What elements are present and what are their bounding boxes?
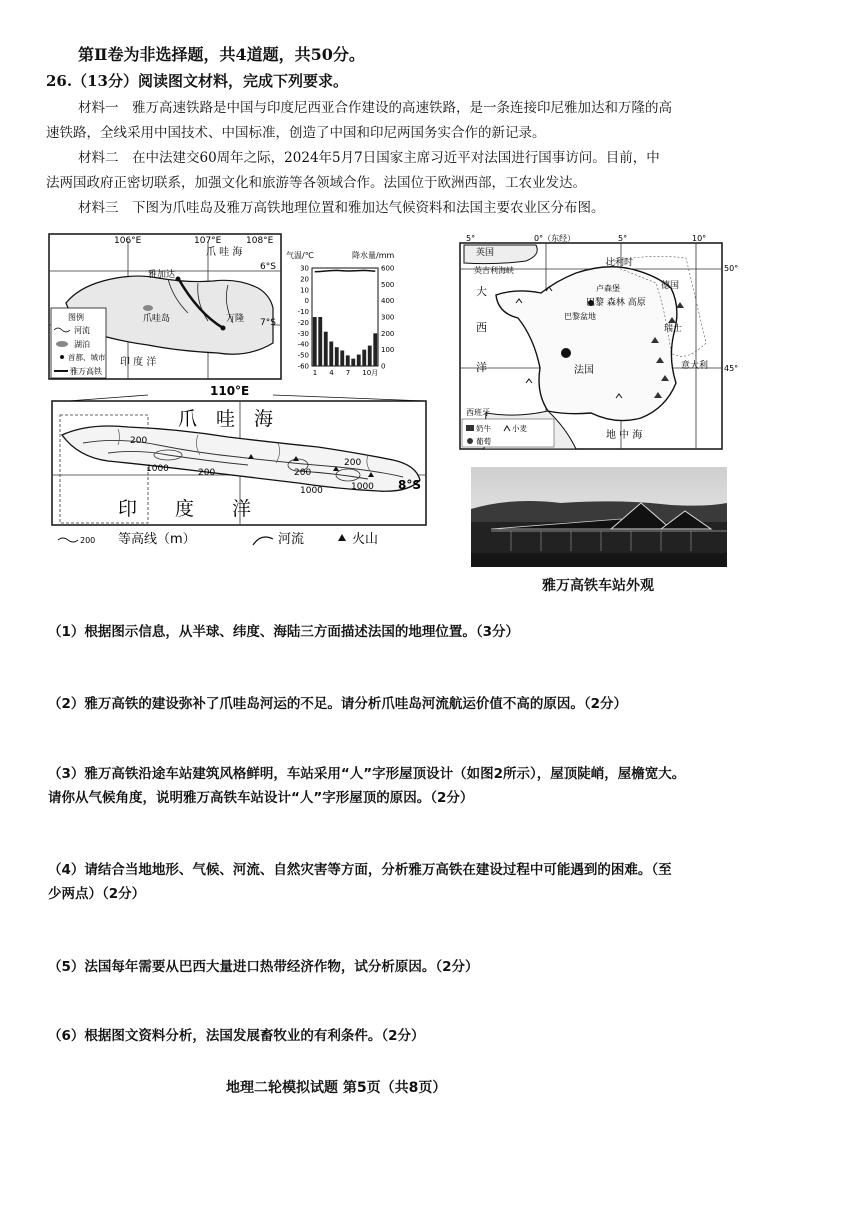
legend-river-large: 河流 xyxy=(278,532,305,547)
precip-bar xyxy=(368,346,372,366)
legend-contour: 等高线（m） xyxy=(118,532,196,547)
jakarta-label: 雅加达 xyxy=(148,270,176,280)
contour-label-3: 200 xyxy=(198,468,216,478)
precip-tick-label: 100 xyxy=(381,346,395,355)
precip-tick-label: 400 xyxy=(381,297,395,306)
lat-6-label: 6°S xyxy=(260,262,276,272)
precip-bar xyxy=(362,350,366,366)
station-photo xyxy=(471,467,727,567)
temp-tick-label: -10 xyxy=(297,308,309,317)
precip-tick-label: 200 xyxy=(381,329,395,338)
java-relief-map xyxy=(48,385,458,550)
question-6: （6）根据图文资料分析，法国发展畜牧业的有利条件。（2分） xyxy=(48,1028,425,1044)
temp-axis-label: 气温/℃ xyxy=(286,251,314,260)
legend-grape: 葡萄 xyxy=(476,437,491,446)
ocean-label-2: 西 xyxy=(476,321,487,334)
java-island-label: 爪哇岛 xyxy=(143,314,171,324)
lat-7-label: 7°S xyxy=(260,318,276,328)
indian-ocean-large-label: 印 度 洋 xyxy=(118,498,252,520)
temp-tick-label: 20 xyxy=(300,275,309,284)
lat-50-label: 50° xyxy=(724,264,739,273)
legend-city: 首都、城市 xyxy=(68,353,106,362)
precip-bar xyxy=(357,355,361,366)
france-label: 法国 xyxy=(574,365,594,376)
lon-108-label: 108°E xyxy=(246,236,274,246)
lon-5e-label: 5° xyxy=(618,234,628,243)
page-footer: 地理二轮模拟试题 第5页（共8页） xyxy=(226,1080,447,1096)
paris-basin-label: 巴黎盆地 xyxy=(564,312,596,321)
lon-110-label: 110°E xyxy=(210,384,250,398)
precip-bar xyxy=(340,350,344,366)
med-sea-label: 地 中 海 xyxy=(606,430,643,441)
spain-label: 西班牙 xyxy=(466,408,490,417)
legend-wheat: 小麦 xyxy=(512,424,527,433)
temp-tick-label: 10 xyxy=(300,286,309,295)
precip-bar xyxy=(351,359,355,366)
month-tick-label: 1 xyxy=(312,369,318,377)
question-3-line-2: 请你从气候角度，说明雅万高铁车站设计“人”字形屋顶的原因。（2分） xyxy=(48,790,474,806)
question-4-line-1: （4）请结合当地地形、气候、河流、自然灾害等方面，分析雅万高铁在建设过程中可能遇到的困难。（至 xyxy=(48,862,672,878)
temp-tick-label: -30 xyxy=(297,329,309,338)
ocean-label-1: 大 xyxy=(476,285,487,298)
legend-lake: 湖泊 xyxy=(74,340,90,349)
precip-tick-label: 600 xyxy=(381,264,395,273)
month-tick-label: 4 xyxy=(329,369,334,377)
uk-label: 英国 xyxy=(476,248,495,258)
java-location-map xyxy=(48,233,283,381)
lon-107-label: 107°E xyxy=(194,236,222,246)
lon-0-label: 0°（东经） xyxy=(534,234,576,243)
section-heading: 第Ⅱ卷为非选择题，共4道题，共50分。 xyxy=(78,45,365,64)
legend-volcano: 火山 xyxy=(352,532,379,547)
material-2-line-1: 材料二 在中法建交60周年之际，2024年5月7日国家主席习近平对法国进行国事访问。目前，中 xyxy=(78,150,660,166)
contour-label-4: 200 xyxy=(294,468,312,478)
temp-tick-label: -40 xyxy=(297,340,309,349)
java-sea-large-label: 爪 哇 海 xyxy=(178,408,274,430)
legend-rail: 雅万高铁 xyxy=(70,367,102,376)
legend-cattle: 奶牛 xyxy=(476,424,491,433)
question-1: （1）根据图示信息，从半球、纬度、海陆三方面描述法国的地理位置。（3分） xyxy=(48,624,520,640)
temp-tick-label: -50 xyxy=(297,351,309,360)
contour-label-5: 1000 xyxy=(300,486,323,496)
legend-river: 河流 xyxy=(74,326,90,335)
precip-bar xyxy=(324,332,328,366)
lon-10-label: 10° xyxy=(692,234,707,243)
precip-tick-label: 0 xyxy=(381,362,386,371)
italy-label: 意大利 xyxy=(681,361,709,371)
channel-label: 英吉利海峡 xyxy=(474,266,514,275)
switzerland-label: 瑞士 xyxy=(664,324,683,334)
luxembourg-label: 卢森堡 xyxy=(596,284,620,293)
france-agriculture-map xyxy=(456,233,739,451)
precip-bar xyxy=(313,317,317,366)
ocean-label-3: 洋 xyxy=(476,361,487,374)
precip-bar xyxy=(335,347,339,366)
legend-title: 图例 xyxy=(68,313,84,322)
question-2: （2）雅万高铁的建设弥补了爪哇岛河运的不足。请分析爪哇岛河流航运价值不高的原因。（2分） xyxy=(48,696,628,712)
plateau-label: 巴黎 森林 高原 xyxy=(586,298,646,308)
precip-bar xyxy=(329,342,333,367)
material-1-line-2: 速铁路，全线采用中国技术、中国标准，创造了中国和印尼两国务实合作的新记录。 xyxy=(46,125,546,141)
legend-contour-value: 200 xyxy=(80,536,96,545)
jakarta-climate-chart xyxy=(284,248,414,383)
temp-tick-label: 0 xyxy=(304,297,309,306)
photo-caption: 雅万高铁车站外观 xyxy=(542,578,654,594)
precip-tick-label: 300 xyxy=(381,313,395,322)
material-3-line-1: 材料三 下图为爪哇岛及雅万高铁地理位置和雅加达气候资料和法国主要农业区分布图。 xyxy=(78,200,605,216)
month-tick-label: 7 xyxy=(345,369,351,377)
material-2-line-2: 法两国政府正密切联系，加强文化和旅游等各领域合作。法国位于欧洲西部，工农业发达。 xyxy=(46,175,586,191)
question-3-line-1: （3）雅万高铁沿途车站建筑风格鲜明，车站采用“人”字形屋顶设计（如图2所示），屋顶陡峭，屋檐宽大。 xyxy=(48,766,686,782)
belgium-label: 比利时 xyxy=(606,258,634,268)
question-5: （5）法国每年需要从巴西大量进口热带经济作物，试分析原因。（2分） xyxy=(48,959,479,975)
bandung-label: 万隆 xyxy=(226,314,245,324)
precip-bar xyxy=(318,317,322,366)
germany-label: 德国 xyxy=(661,281,680,291)
precip-bar xyxy=(346,355,350,366)
question-header: 26.（13分）阅读图文材料，完成下列要求。 xyxy=(46,72,348,90)
question-4-line-2: 少两点）（2分） xyxy=(48,886,146,902)
temp-tick-label: 30 xyxy=(300,264,309,273)
lon-5w-label: 5° xyxy=(466,234,476,243)
java-sea-label: 爪 哇 海 xyxy=(206,247,243,258)
lon-106-label: 106°E xyxy=(114,236,142,246)
indian-ocean-small-label: 印 度 洋 xyxy=(120,357,157,368)
contour-label-6: 200 xyxy=(344,458,362,468)
precip-bar xyxy=(373,333,377,366)
contour-label-2: 1000 xyxy=(146,464,169,474)
lat-8-label: 8°S xyxy=(398,478,421,492)
lat-45-label: 45° xyxy=(724,364,739,373)
precip-axis-label: 降水量/mm xyxy=(352,251,395,260)
temp-tick-label: -60 xyxy=(297,362,309,371)
contour-label-7: 1000 xyxy=(351,482,374,492)
temp-tick-label: -20 xyxy=(297,318,309,327)
precip-tick-label: 500 xyxy=(381,280,395,289)
month-tick-label: 10月 xyxy=(362,369,379,377)
material-1-line-1: 材料一 雅万高速铁路是中国与印度尼西亚合作建设的高速铁路，是一条连接印尼雅加达和万隆的高 xyxy=(78,100,672,116)
contour-label-1: 200 xyxy=(130,436,148,446)
